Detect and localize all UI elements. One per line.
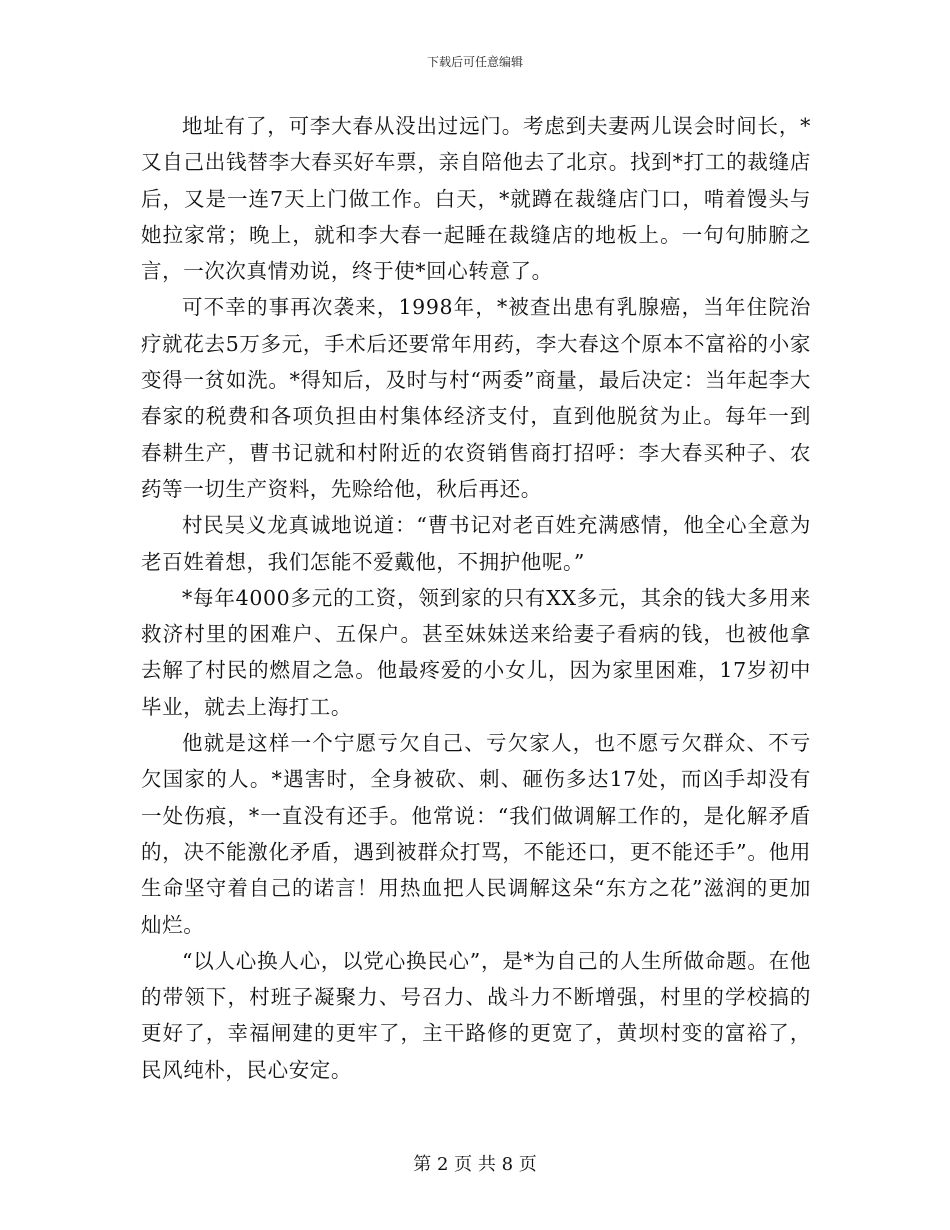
paragraph-1: 地址有了，可李大春从没出过远门。考虑到夫妻两儿误会时间长，*又自己出钱替李大春买好车票，亲自陪他去了北京。找到*打工的裁缝店后，又是一连7天上门做工作。白天，*就蹲在裁缝店门口，啃着馒头与她拉家常；晚上，就和李大春一起睡在裁缝店的地板上。一句句肺腑之言，一次次真情劝说，终于使*回心转意了。 — [141, 114, 811, 284]
paragraph-4: *每年4000多元的工资，领到家的只有XX多元，其余的钱大多用来救济村里的困难户、五保户。甚至妹妹送来给妻子看病的钱，也被他拿去解了村民的燃眉之急。他最疼爱的小女儿，因为家里困难，17岁初中毕业，就去上海打工。 — [141, 585, 811, 719]
page-header-note: 下载后可任意编辑 — [426, 55, 523, 69]
page-footer: 第 2 页 共 8 页 — [413, 1154, 537, 1175]
document-body — [141, 108, 811, 1088]
paragraph-6: “以人心换人心，以党心换民心”，是*为自己的人生所做命题。在他的带领下，村班子凝聚力、号召力、战斗力不断增强，村里的学校搞的更好了，幸福闸建的更牢了，主干路修的更宽了，黄坝村变的富裕了，民风纯朴，民心安定。 — [141, 948, 811, 1082]
paragraph-5: 他就是这样一个宁愿亏欠自己、亏欠家人，也不愿亏欠群众、不亏欠国家的人。*遇害时，全身被砍、刺、砸伤多达17处，而凶手却没有一处伤痕，*一直没有还手。他常说：“我们做调解工作的，是化解矛盾的，决不能激化矛盾，遇到被群众打骂，不能还口，更不能还手”。他用生命坚守着自己的诺言！用热血把人民调解这朵“东方之花”滋润的更加灿烂。 — [141, 731, 811, 937]
paragraph-2: 可不幸的事再次袭来，1998年，*被查出患有乳腺癌，当年住院治疗就花去5万多元，手术后还要常年用药，李大春这个原本不富裕的小家变得一贫如洗。*得知后，及时与村“两委”商量，最后决定：当年起李大春家的税费和各项负担由村集体经济支付，直到他脱贫为止。每年一到春耕生产，曹书记就和村附近的农资销售商打招呼：李大春买种子、农药等一切生产资料，先赊给他，秋后再还。 — [141, 295, 811, 501]
paragraph-3: 村民吴义龙真诚地说道：“曹书记对老百姓充满感情，他全心全意为老百姓着想，我们怎能不爱戴他，不拥护他呢。” — [141, 513, 811, 574]
